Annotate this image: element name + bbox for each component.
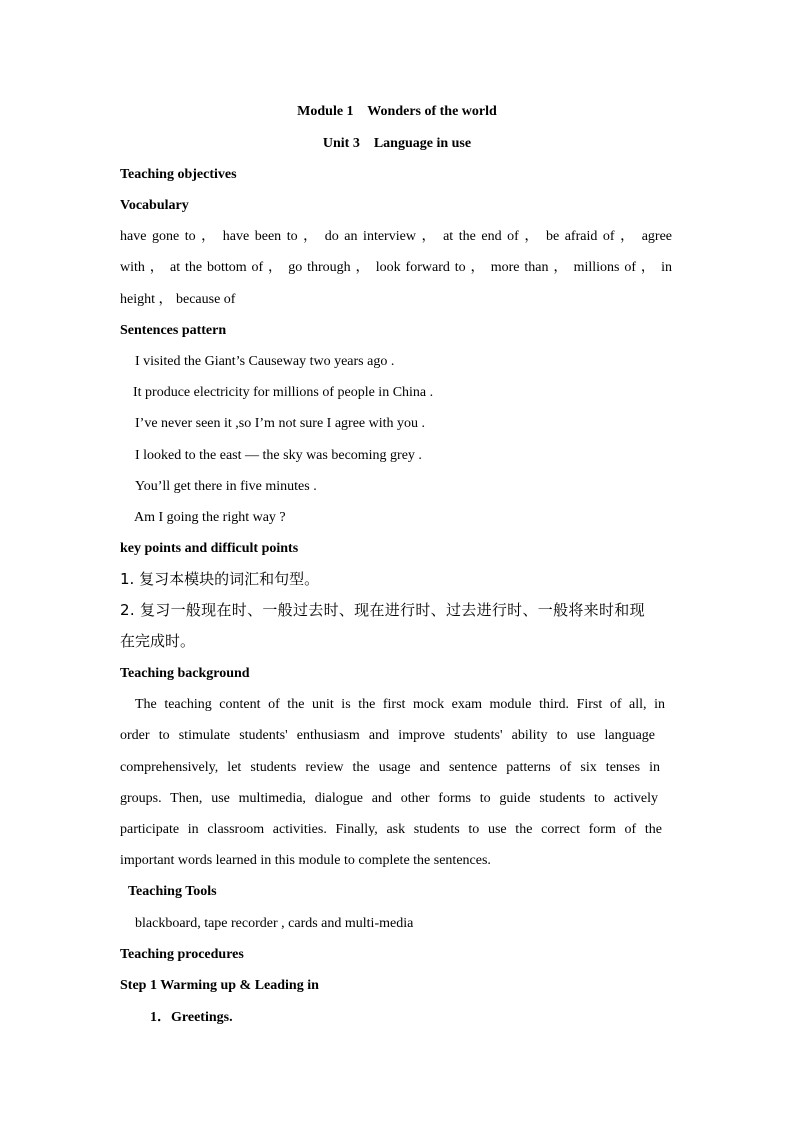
sentence-pattern: You’ll get there in five minutes .: [135, 479, 317, 494]
step-1-item: 1．Greetings.: [150, 1010, 233, 1025]
sentence-pattern: Am I going the right way ?: [134, 510, 286, 525]
sentence-pattern: I visited the Giant’s Causeway two years ago .: [135, 354, 395, 369]
teaching-tools-heading: Teaching Tools: [128, 884, 217, 899]
step-1-heading: Step 1 Warming up & Leading in: [120, 978, 319, 993]
document-title: Module 1 Wonders of the world: [297, 104, 497, 119]
vocabulary-heading: Vocabulary: [120, 198, 189, 213]
sentences-pattern-heading: Sentences pattern: [120, 323, 227, 338]
teaching-objectives-heading: Teaching objectives: [120, 167, 237, 182]
background-line: order to stimulate students' enthusiasm and improve students' ability to use language: [120, 728, 655, 743]
key-point-item: 2. 复习一般现在时、一般过去时、现在进行时、过去进行时、一般将来时和现: [120, 601, 645, 619]
vocabulary-line: have gone to ， have been to ， do an interview ， at the end of ， be afraid of ， agree: [120, 229, 672, 244]
teaching-tools-text: blackboard, tape recorder , cards and multi-media: [135, 916, 414, 931]
background-line: The teaching content of the unit is the first mock exam module third. First of all, in: [135, 697, 665, 712]
background-line: participate in classroom activities. Finally, ask students to use the correct form of the: [120, 822, 662, 837]
document-subtitle: Unit 3 Language in use: [322, 136, 472, 151]
teaching-background-heading: Teaching background: [120, 666, 250, 681]
background-line: groups. Then, use multimedia, dialogue and other forms to guide students to actively: [120, 791, 658, 806]
sentence-pattern: I looked to the east — the sky was becoming grey .: [135, 448, 422, 463]
key-point-item: 1. 复习本模块的词汇和句型。: [120, 570, 320, 588]
sentence-pattern: It produce electricity for millions of people in China .: [133, 385, 434, 400]
teaching-procedures-heading: Teaching procedures: [120, 947, 244, 962]
background-line: comprehensively, let students review the usage and sentence patterns of six tenses in: [120, 760, 660, 775]
key-points-heading: key points and difficult points: [120, 541, 299, 556]
background-line: important words learned in this module to complete the sentences.: [120, 853, 491, 868]
key-point-item: 在完成时。: [120, 632, 196, 650]
sentence-pattern: I’ve never seen it ,so I’m not sure I agree with you .: [135, 416, 426, 431]
vocabulary-line: height ， because of: [120, 292, 236, 307]
vocabulary-line: with ， at the bottom of ， go through ， look forward to ， more than ， millions of ， in: [120, 260, 672, 275]
